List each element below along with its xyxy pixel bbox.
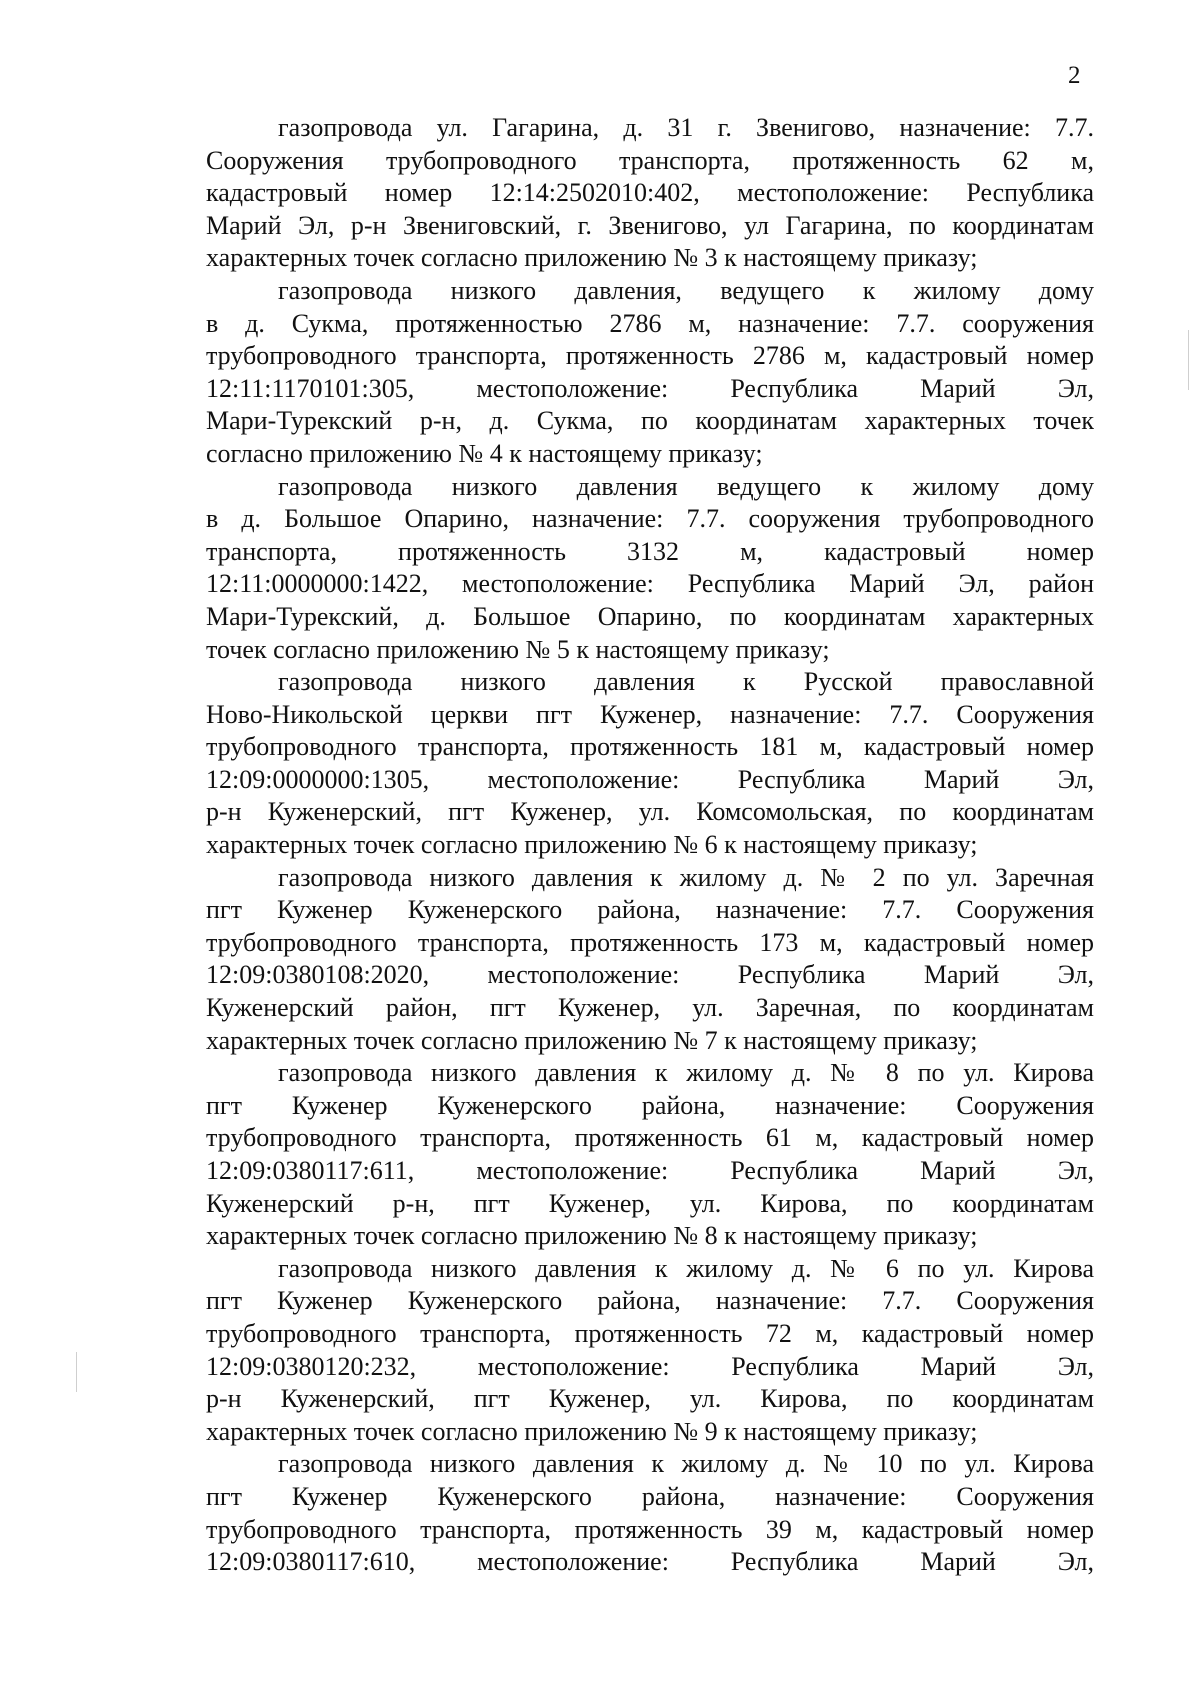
text-line: трубопроводного транспорта, протяженность 2786 м, кадастровый номер — [206, 341, 1094, 371]
text-line: в д. Сукма, протяженностью 2786 м, назначение: 7.7. сооружения — [206, 308, 1094, 338]
text-line: 12:11:0000000:1422, местоположение: Республика Марий Эл, район — [206, 569, 1094, 599]
text-line: Марий Эл, р-н Звениговский, г. Звенигово, ул Гагарина, по координатам — [206, 210, 1094, 240]
text-line: 12:09:0380117:610, местоположение: Республика Марий Эл, — [206, 1547, 1094, 1577]
text-line: газопровода низкого давления к жилому д. № 10 по ул. Кирова — [278, 1449, 1094, 1479]
text-line: Ново-Никольской церкви пгт Куженер, назначение: 7.7. Сооружения — [206, 699, 1094, 729]
text-line: пгт Куженер Куженерского района, назначение: Сооружения — [206, 1481, 1094, 1511]
text-line: газопровода низкого давления к Русской православной — [278, 667, 1094, 697]
text-line: трубопроводного транспорта, протяженность 39 м, кадастровый номер — [206, 1514, 1094, 1544]
text-line: трубопроводного транспорта, протяженность 72 м, кадастровый номер — [206, 1318, 1094, 1348]
text-line: газопровода низкого давления, ведущего к жилому дому — [278, 275, 1094, 305]
text-line: газопровода низкого давления к жилому д. № 2 по ул. Заречная — [278, 862, 1094, 892]
text-line: газопровода низкого давления к жилому д. № 8 по ул. Кирова — [278, 1058, 1094, 1088]
scan-artifact — [76, 1352, 77, 1392]
text-line: пгт Куженер Куженерского района, назначение: 7.7. Сооружения — [206, 895, 1094, 925]
text-line: 12:09:0380108:2020, местоположение: Республика Марий Эл, — [206, 960, 1094, 990]
text-line: трубопроводного транспорта, протяженность 173 м, кадастровый номер — [206, 927, 1094, 957]
page-number: 2 — [1068, 62, 1081, 89]
text-line: 12:09:0380117:611, местоположение: Республика Марий Эл, — [206, 1156, 1094, 1185]
text-line: газопровода низкого давления ведущего к жилому дому — [278, 471, 1094, 501]
text-line: пгт Куженер Куженерского района, назначение: Сооружения — [206, 1090, 1094, 1120]
text-line: транспорта, протяженность 3132 м, кадастровый номер — [206, 536, 1094, 566]
text-line: трубопроводного транспорта, протяженность 61 м, кадастровый номер — [206, 1123, 1094, 1153]
text-line: Мари-Турекский р-н, д. Сукма, по координатам характерных точек — [206, 406, 1094, 436]
text-line: Куженерский район, пгт Куженер, ул. Заречная, по координатам — [206, 993, 1094, 1023]
text-line: характерных точек согласно приложению № 9 к настоящему приказу; — [206, 1416, 978, 1446]
text-line: р-н Куженерский, пгт Куженер, ул. Комсомольская, по координатам — [206, 797, 1094, 827]
text-line: 12:09:0000000:1305, местоположение: Республика Марий Эл, — [206, 764, 1094, 794]
text-line: газопровода низкого давления к жилому д. № 6 по ул. Кирова — [278, 1253, 1094, 1283]
document-body — [206, 112, 1094, 1579]
text-line: кадастровый номер 12:14:2502010:402, местоположение: Республика — [206, 178, 1094, 208]
text-line: точек согласно приложению № 5 к настоящему приказу; — [206, 634, 830, 664]
text-line: Куженерский р-н, пгт Куженер, ул. Кирова, по координатам — [206, 1188, 1094, 1218]
text-line: газопровода ул. Гагарина, д. 31 г. Звенигово, назначение: 7.7. — [278, 113, 1094, 142]
text-line: согласно приложению № 4 к настоящему приказу; — [206, 438, 763, 468]
text-line: 12:09:0380120:232, местоположение: Республика Марий Эл, — [206, 1351, 1094, 1381]
text-line: Мари-Турекский, д. Большое Опарино, по координатам характерных — [206, 601, 1094, 631]
scan-artifact — [1188, 330, 1189, 390]
text-line: характерных точек согласно приложению № 7 к настоящему приказу; — [206, 1025, 978, 1055]
text-line: характерных точек согласно приложению № 8 к настоящему приказу; — [206, 1221, 978, 1251]
text-line: пгт Куженер Куженерского района, назначение: 7.7. Сооружения — [206, 1286, 1094, 1316]
text-line: Сооружения трубопроводного транспорта, протяженность 62 м, — [206, 145, 1094, 175]
text-line: 12:11:1170101:305, местоположение: Республика Марий Эл, — [206, 373, 1094, 403]
text-line: в д. Большое Опарино, назначение: 7.7. сооружения трубопроводного — [206, 504, 1094, 534]
text-line: характерных точек согласно приложению № 6 к настоящему приказу; — [206, 830, 978, 860]
text-line: трубопроводного транспорта, протяженность 181 м, кадастровый номер — [206, 732, 1094, 762]
text-line: характерных точек согласно приложению № 3 к настоящему приказу; — [206, 243, 978, 273]
text-line: р-н Куженерский, пгт Куженер, ул. Кирова, по координатам — [206, 1384, 1094, 1414]
